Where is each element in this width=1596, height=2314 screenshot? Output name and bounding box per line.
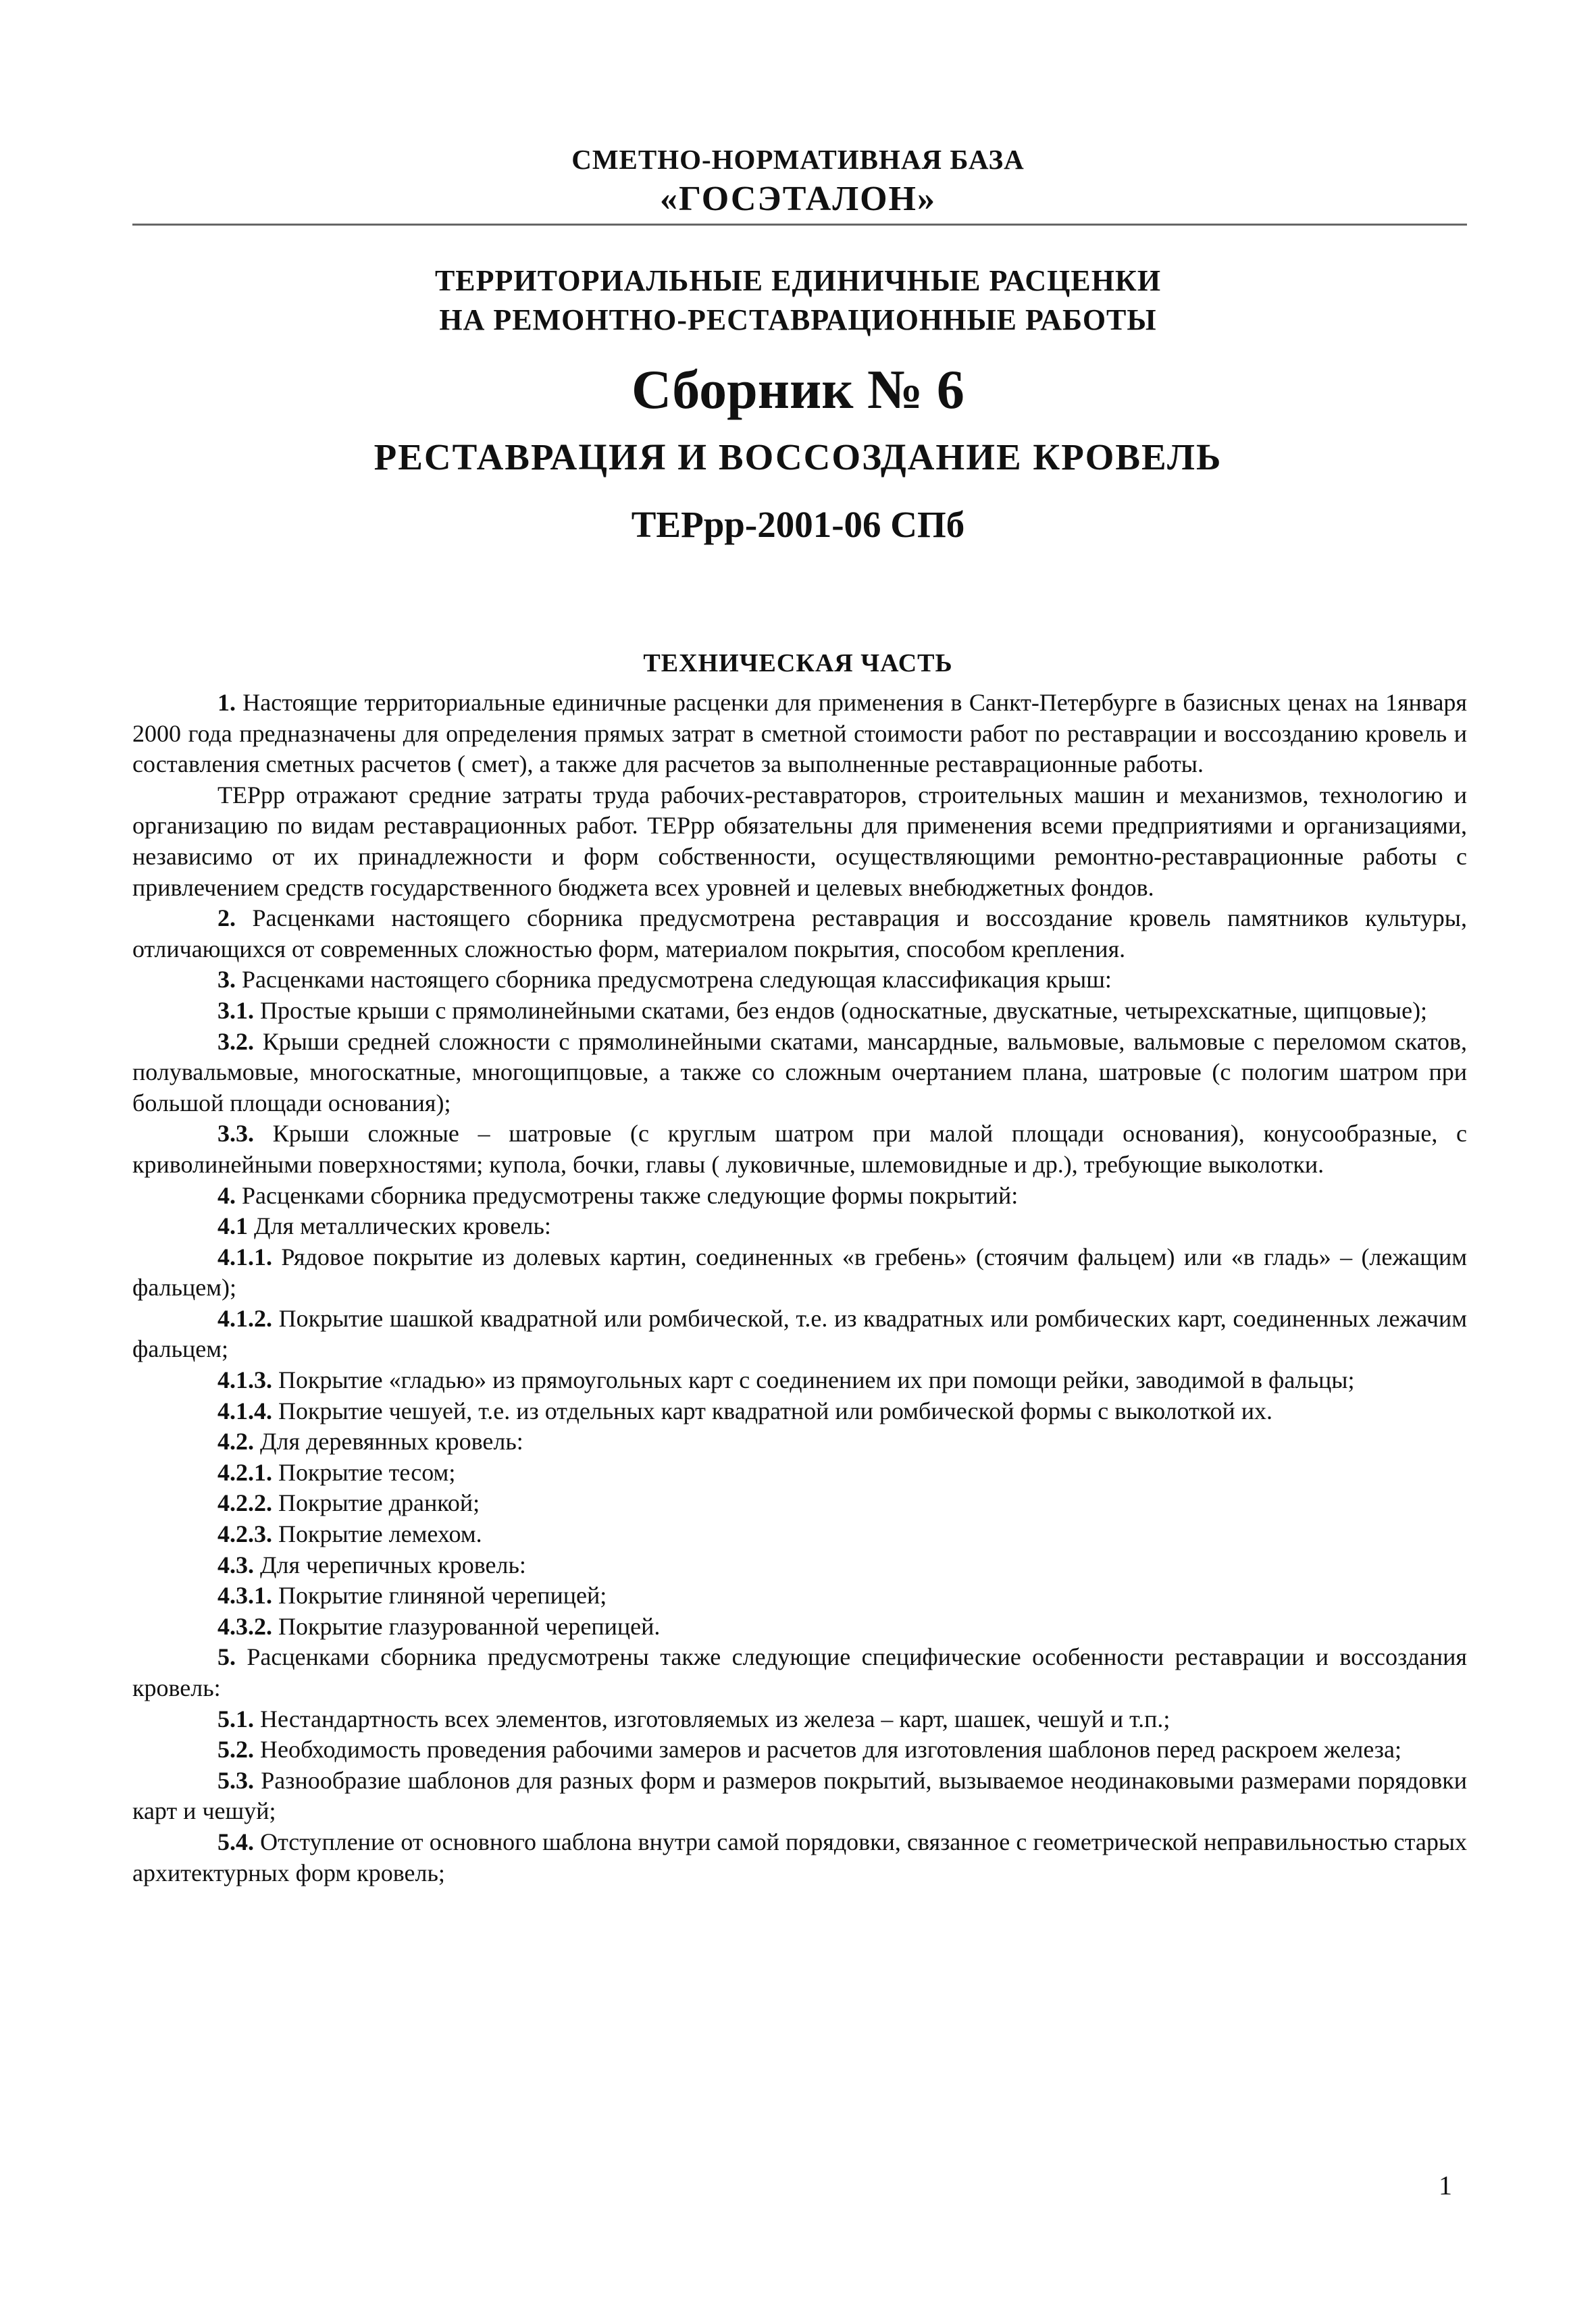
paragraph-text: Нестандартность всех элементов, изготовляемых из железа – карт, шашек, чешуй и т.п.; (254, 1705, 1170, 1732)
paragraph-text: Покрытие «гладью» из прямоугольных карт с соединением их при помощи рейки, заводимой в фальцы; (272, 1366, 1355, 1394)
paragraph (132, 1827, 1467, 1888)
title-line-2: НА РЕМОНТНО-РЕСТАВРАЦИОННЫЕ РАБОТЫ (439, 303, 1157, 336)
paragraph (132, 780, 1467, 903)
paragraph-number: 5. (217, 1643, 236, 1671)
paragraph (132, 1426, 1467, 1458)
paragraph-number: 4.1.3. (217, 1366, 272, 1394)
paragraph-text: Покрытие чешуей, т.е. из отдельных карт квадратной или ромбической формы с выколоткой их. (272, 1397, 1273, 1424)
paragraph (132, 1181, 1467, 1212)
paragraph (132, 996, 1467, 1027)
paragraph (132, 1642, 1467, 1703)
paragraph-text: Для черепичных кровель: (254, 1551, 526, 1578)
section-title: ТЕХНИЧЕСКАЯ ЧАСТЬ (643, 649, 953, 677)
paragraph-number: 4.2. (217, 1428, 254, 1456)
paragraph-text: Отступление от основного шаблона внутри самой порядовки, связанное с геометрической неправильностью старых архитектурных форм кровель; (132, 1828, 1467, 1886)
paragraph-text: Рядовое покрытие из долевых картин, соединенных «в гребень» (стоячим фальцем) или «в гладь» – (лежащим фальцем); (132, 1243, 1467, 1302)
paragraph-text: Простые крыши с прямолинейными скатами, без ендов (односкатные, двускатные, четырехскатные, щипцовые); (254, 996, 1428, 1024)
paragraph-number: 2. (217, 904, 236, 932)
paragraph (132, 1458, 1467, 1489)
collection-title: Сборник № 6 (632, 359, 964, 420)
paragraph (132, 1242, 1467, 1304)
page-number: 1 (1439, 2170, 1452, 2201)
paragraph (132, 965, 1467, 996)
paragraph-text: Расценками сборника предусмотрены также следующие формы покрытий: (236, 1181, 1019, 1209)
paragraph-number: 4.1.2. (217, 1304, 272, 1332)
paragraph-number: 4. (217, 1181, 236, 1209)
paragraph-text: Покрытие дранкой; (272, 1489, 480, 1517)
paragraph-text: Разнообразие шаблонов для разных форм и размеров покрытий, вызываемое неодинаковыми размерами порядовки карт и чешуй; (132, 1766, 1467, 1825)
paragraph-number: 4.3.2. (217, 1612, 272, 1640)
paragraph-number: 4.1.4. (217, 1397, 272, 1424)
paragraph-number: 3. (217, 966, 236, 994)
paragraph-text: Покрытие шашкой квадратной или ромбической, т.е. из квадратных или ромбических карт, соединенных лежачим фальцем; (132, 1304, 1467, 1363)
header-divider (132, 224, 1467, 226)
paragraph-number: 3.1. (217, 996, 254, 1024)
paragraph-text: Покрытие глиняной черепицей; (272, 1582, 607, 1610)
paragraph-text: Расценками настоящего сборника предусмотрена реставрация и воссоздание кровель памятников культуры, отличающихся от современных сложностью форм, материалом покрытия, способом крепления. (132, 904, 1467, 962)
paragraph-number: 4.2.1. (217, 1458, 272, 1486)
subject-title: РЕСТАВРАЦИЯ И ВОССОЗДАНИЕ КРОВЕЛЬ (374, 436, 1222, 478)
paragraph-text: Для металлических кровель: (248, 1212, 551, 1240)
paragraph-number: 4.3. (217, 1551, 254, 1578)
paragraph-number: 4.2.3. (217, 1520, 272, 1548)
paragraph-number: 5.2. (217, 1736, 254, 1764)
paragraph-text: Расценками настоящего сборника предусмотрена следующая классификация крыш: (236, 966, 1112, 994)
paragraph (132, 1119, 1467, 1180)
paragraph (132, 1734, 1467, 1766)
paragraph-text: Покрытие глазурованной черепицей. (272, 1612, 661, 1640)
paragraph-text: Крыши сложные – шатровые (с круглым шатром при малой площади основания), конусообразные, с криволинейными поверхностями; купола, бочки, главы ( луковичные, шлемовидные и др.), требующие выколотки. (132, 1120, 1467, 1178)
paragraph-number: 4.2.2. (217, 1489, 272, 1517)
paragraph (132, 903, 1467, 965)
header-line-1: СМЕТНО-НОРМАТИВНАЯ БАЗА (571, 144, 1025, 175)
paragraph-number: 4.1 (217, 1212, 248, 1240)
paragraph-text: Покрытие тесом; (272, 1458, 456, 1486)
title-line-1: ТЕРРИТОРИАЛЬНЫЕ ЕДИНИЧНЫЕ РАСЦЕНКИ (434, 264, 1162, 297)
paragraph-text: ТЕРрр отражают средние затраты труда рабочих-реставраторов, строительных машин и механизмов, технологию и организацию по видам реставрационных работ. ТЕРрр обязательны для применения всеми предприятиями и организациями, независимо от их принадлежности и форм собственности, осуществляющими ремонтно-реставрационные работы с привлечением средств государственного бюджета всех уровней и целевых внебюджетных фондов. (132, 781, 1467, 901)
paragraph (132, 1519, 1467, 1550)
paragraph-number: 5.4. (217, 1828, 254, 1855)
paragraph-text: Настоящие территориальные единичные расценки для применения в Санкт-Петербурге в базисных ценах на 1января 2000 года предназначены для определения прямых затрат в сметной стоимости работ по реставрации и воссозданию кровель и составления сметных расчетов ( смет), а также для расчетов за выполненные реставрационные работы. (132, 689, 1467, 778)
paragraph-number: 3.2. (217, 1027, 254, 1055)
paragraph-text: Расценками сборника предусмотрены также следующие специфические особенности реставрации и воссоздания кровель: (132, 1643, 1467, 1701)
paragraph (132, 1550, 1467, 1581)
paragraph (132, 1766, 1467, 1827)
paragraph-number: 1. (217, 689, 236, 716)
paragraph (132, 1211, 1467, 1242)
paragraph (132, 1365, 1467, 1396)
paragraph (132, 1304, 1467, 1365)
paragraph-number: 5.3. (217, 1766, 254, 1794)
header-line-2: «ГОСЭТАЛОН» (660, 180, 936, 218)
paragraph (132, 1612, 1467, 1643)
paragraph (132, 1396, 1467, 1427)
paragraph (132, 1580, 1467, 1612)
paragraph (132, 1027, 1467, 1119)
paragraph-number: 3.3. (217, 1120, 254, 1148)
paragraph-number: 4.3.1. (217, 1582, 272, 1610)
paragraph-text: Крыши средней сложности с прямолинейными скатами, мансардные, вальмовые, вальмовые с переломом скатов, полувальмовые, многоскатные, многощипцовые, а также со сложным очертанием плана, шатровые (с пологим шатром при большой площади основания); (132, 1027, 1467, 1116)
paragraph (132, 1704, 1467, 1735)
document-code: ТЕРрр-2001-06 СПб (631, 504, 965, 545)
paragraph-number: 5.1. (217, 1705, 254, 1732)
paragraph (132, 1488, 1467, 1519)
document-body (132, 688, 1467, 1888)
paragraph-text: Необходимость проведения рабочими замеров и расчетов для изготовления шаблонов перед раскроем железа; (254, 1736, 1401, 1764)
paragraph-text: Для деревянных кровель: (254, 1428, 523, 1456)
paragraph (132, 688, 1467, 780)
paragraph-number: 4.1.1. (217, 1243, 272, 1270)
paragraph-text: Покрытие лемехом. (272, 1520, 482, 1548)
